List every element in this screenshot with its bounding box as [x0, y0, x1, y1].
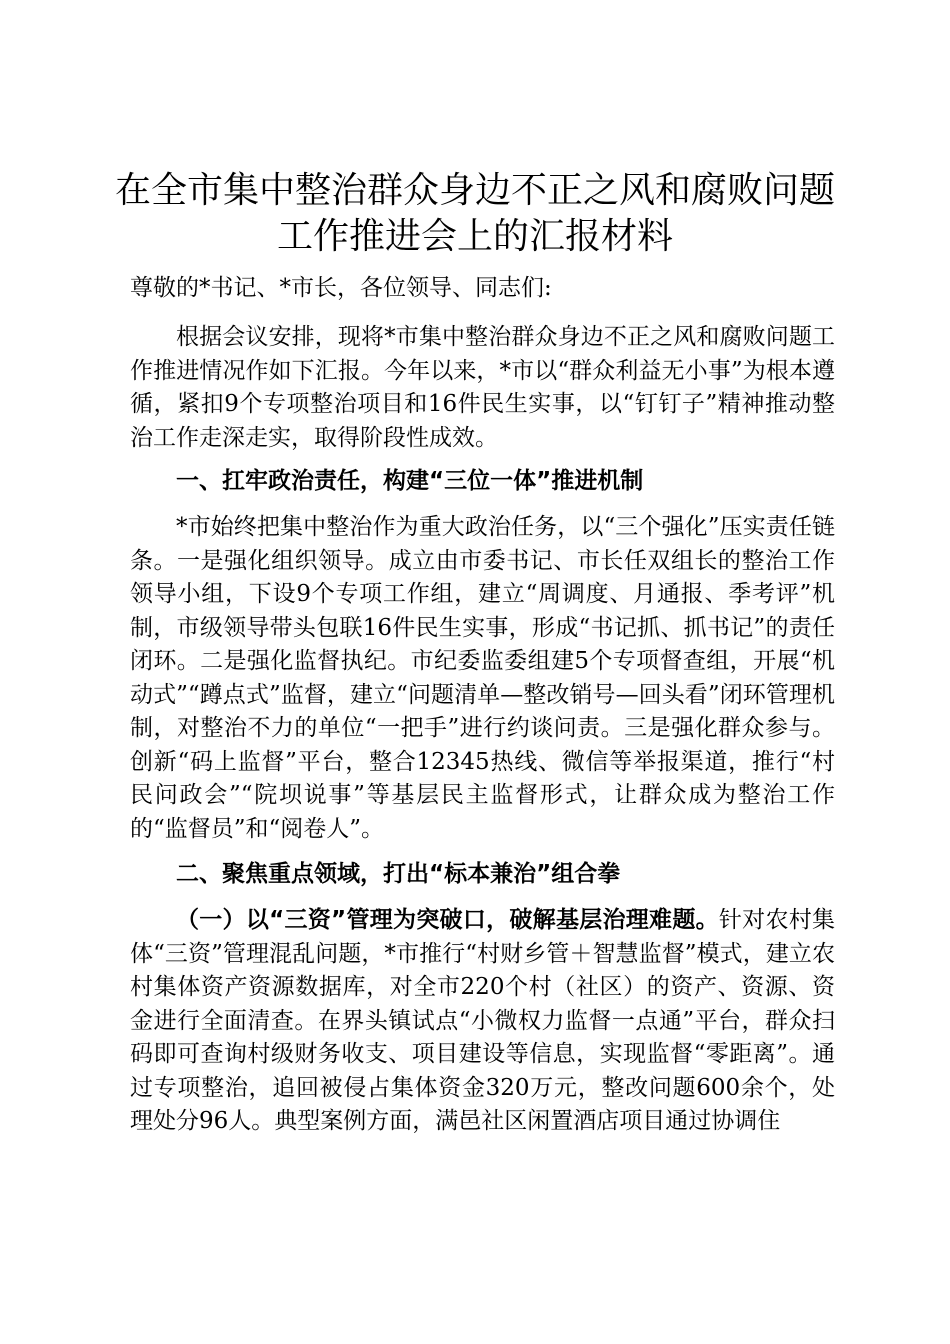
intro-paragraph: 根据会议安排，现将*市集中整治群众身边不正之风和腐败问题工作推进情况作如下汇报。今年以来，*市以“群众利益无小事”为根本遵循，紧扣9个专项整治项目和16件民生实事，以“钉钉子”精神推动整治工作走深走实，取得阶段性成效。: [130, 324, 835, 451]
section-2-heading: 二、聚焦重点领域，打出“标本兼治”组合拳: [176, 861, 621, 887]
document-title-line-1: 在全市集中整治群众身边不正之风和腐败问题: [114, 170, 835, 211]
subsection-1-body: 针对农村集体“三资”管理混乱问题，*市推行“村财乡管＋智慧监督”模式，建立农村集体资产资源数据库，对全市220个村（社区）的资产、资源、资金进行全面清查。在界头镇试点“小微权力监督一点通”平台，群众扫码即可查询村级财务收支、项目建设等信息，实现监督“零距离”。通过专项整治，追回被侵占集体资金320万元，整改问题600余个，处理处分96人。典型案例方面，满邑社区闲置酒店项目通过协调住: [130, 907, 835, 1134]
section-1-paragraph: *市始终把集中整治作为重大政治任务，以“三个强化”压实责任链条。一是强化组织领导。成立由市委书记、市长任双组长的整治工作领导小组，下设9个专项工作组，建立“周调度、月通报、季考评”机制，市级领导带头包联16件民生实事，形成“书记抓、抓书记”的责任闭环。二是强化监督执纪。市纪委监委组建5个专项督查组，开展“机动式”“蹲点式”监督，建立“问题清单—整改销号—回头看”闭环管理机制，对整治不力的单位“一把手”进行约谈问责。三是强化群众参与。创新“码上监督”平台，整合12345热线、微信等举报渠道，推行“村民问政会”“院坝说事”等基层民主监督形式，让群众成为整治工作的“监督员”和“阅卷人”。: [130, 514, 835, 842]
section-1-heading: 一、扛牢政治责任，构建“三位一体”推进机制: [176, 468, 644, 494]
subsection-1-paragraph: [130, 904, 835, 1139]
document-title-line-2: 工作推进会上的汇报材料: [276, 216, 673, 257]
salutation: 尊敬的*书记、*市长，各位领导、同志们:: [130, 275, 552, 301]
subsection-1-lead: （一）以“三资”管理为突破口，破解基层治理难题。: [176, 907, 719, 933]
